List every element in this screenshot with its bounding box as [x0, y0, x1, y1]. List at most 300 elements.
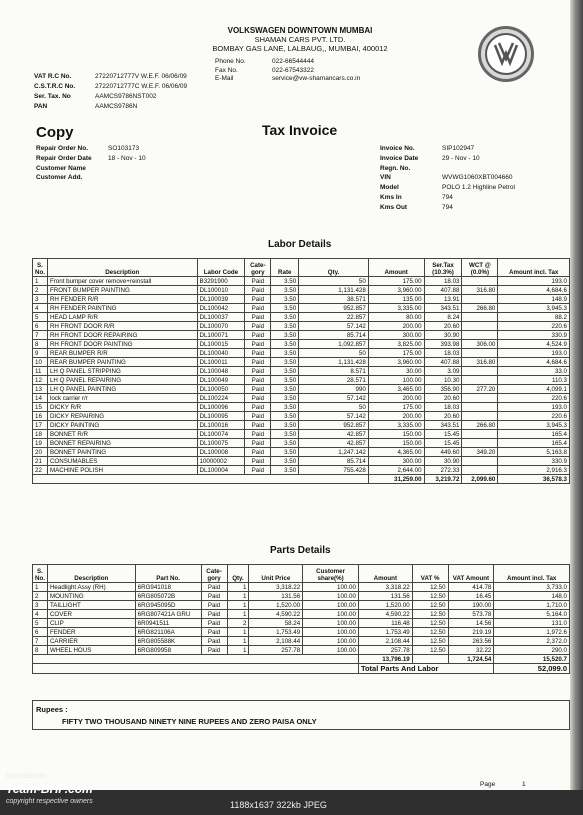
document-title: Tax Invoice: [262, 122, 338, 138]
table-cell: Paid: [245, 403, 271, 412]
table-cell: 343.51: [424, 421, 462, 430]
table-cell: 14.56: [448, 619, 494, 628]
table-cell: 16: [33, 412, 48, 421]
email-label: E-Mail: [215, 75, 234, 82]
fax-value: 022-67543322: [272, 66, 314, 74]
image-info: 1188x1637 322kb JPEG: [230, 800, 327, 810]
table-cell: 3.50: [271, 421, 299, 430]
table-cell: 3,465.00: [368, 385, 424, 394]
table-cell: 12.50: [412, 610, 448, 619]
table-cell: 5: [33, 313, 48, 322]
table-cell: 3.50: [271, 394, 299, 403]
table-cell: 38.571: [299, 295, 369, 304]
table-cell: 193.0: [498, 349, 570, 358]
total-spacer: [412, 655, 448, 664]
table-cell: 5,163.8: [498, 448, 570, 457]
table-cell: 30.00: [368, 367, 424, 376]
table-cell: 2,108.44: [249, 637, 303, 646]
column-header: VAT Amount: [448, 565, 494, 583]
table-cell: 12.50: [412, 583, 448, 592]
table-cell: Paid: [245, 412, 271, 421]
table-cell: DL100016: [197, 421, 245, 430]
table-cell: 6RG941018: [135, 583, 201, 592]
labor-table: [32, 258, 570, 484]
table-cell: 50: [299, 403, 369, 412]
table-cell: 2,108.44: [358, 637, 412, 646]
cst-value: 27220712777C W.E.F. 06/06/09: [95, 83, 188, 90]
table-cell: Paid: [245, 385, 271, 394]
info-value: SO103173: [108, 145, 140, 152]
table-cell: 57.142: [299, 394, 369, 403]
table-cell: 4,365.00: [368, 448, 424, 457]
table-cell: DL100008: [197, 448, 245, 457]
table-row: [33, 313, 570, 322]
table-cell: 32.22: [448, 646, 494, 655]
table-cell: 3,733.0: [494, 583, 570, 592]
table-cell: 3.50: [271, 304, 299, 313]
table-cell: MOUNTING: [47, 592, 135, 601]
table-cell: WHEEL HOUS: [47, 646, 135, 655]
table-row: [33, 331, 570, 340]
info-label: Kms Out: [380, 203, 408, 211]
pan-label: PAN: [34, 103, 48, 110]
table-row: [33, 610, 570, 619]
table-cell: 1,131.428: [299, 286, 369, 295]
table-cell: 6RG805588K: [135, 637, 201, 646]
table-cell: Paid: [245, 349, 271, 358]
table-cell: 30.90: [424, 457, 462, 466]
info-label: Model: [380, 184, 399, 192]
table-cell: 175.00: [368, 403, 424, 412]
table-cell: 3.50: [271, 412, 299, 421]
total-cell: 13,796.19: [358, 655, 412, 664]
table-cell: 6RG807421A GRU: [135, 610, 201, 619]
table-cell: 3.50: [271, 286, 299, 295]
table-cell: 349.20: [462, 448, 498, 457]
table-cell: Paid: [245, 295, 271, 304]
total-cell: 3,219.72: [424, 475, 462, 484]
rupees-label: Rupees :: [36, 705, 68, 714]
column-header: Cate- gory: [245, 259, 271, 277]
table-cell: 3,960.00: [368, 358, 424, 367]
column-header: Amount incl. Tax: [498, 259, 570, 277]
table-cell: 4,590.22: [358, 610, 412, 619]
table-cell: 12.50: [412, 619, 448, 628]
table-cell: DL100050: [197, 385, 245, 394]
table-cell: 3: [33, 295, 48, 304]
table-cell: 110.3: [498, 376, 570, 385]
info-value: 18 - Nov - 10: [108, 154, 146, 162]
table-cell: lock carrier r/r: [47, 394, 197, 403]
vw-logo-icon: [478, 26, 534, 82]
table-cell: Paid: [245, 457, 271, 466]
table-cell: 3,825.00: [368, 340, 424, 349]
table-cell: 20: [33, 448, 48, 457]
table-cell: Paid: [201, 637, 227, 646]
table-cell: Paid: [245, 331, 271, 340]
amount-in-words: FIFTY TWO THOUSAND NINETY NINE RUPEES AND ZERO PAISA ONLY: [62, 717, 317, 726]
table-cell: 21: [33, 457, 48, 466]
table-cell: 3.50: [271, 403, 299, 412]
table-cell: FRONT BUMPER PAINTING: [47, 286, 197, 295]
info-value: 794: [442, 194, 453, 201]
info-label: Kms In: [380, 194, 402, 201]
table-cell: 88.2: [498, 313, 570, 322]
table-cell: 4,684.6: [498, 286, 570, 295]
info-value: 794: [442, 203, 453, 211]
table-cell: 10: [33, 358, 48, 367]
table-cell: 2: [33, 592, 48, 601]
table-cell: 100.00: [303, 601, 359, 610]
table-cell: 100.00: [303, 628, 359, 637]
brand-logo: Team-BHP.com: [6, 782, 93, 796]
table-cell: Paid: [245, 394, 271, 403]
column-header: Unit Price: [249, 565, 303, 583]
table-cell: 6: [33, 628, 48, 637]
table-cell: HEAD LAMP R/R: [47, 313, 197, 322]
column-header: Description: [47, 259, 197, 277]
table-cell: 3.50: [271, 277, 299, 286]
table-row: [33, 457, 570, 466]
table-cell: DL100042: [197, 304, 245, 313]
table-row: [33, 358, 570, 367]
table-cell: 6RG821106A: [135, 628, 201, 637]
table-cell: 1,710.0: [494, 601, 570, 610]
table-cell: 1: [227, 628, 249, 637]
table-cell: 330.9: [498, 331, 570, 340]
table-cell: 100.00: [303, 646, 359, 655]
table-cell: 272.33: [424, 466, 462, 475]
table-cell: 3.50: [271, 349, 299, 358]
table-header-row: [33, 259, 570, 277]
table-cell: 2: [33, 286, 48, 295]
table-cell: LH Q PANEL REPAIRING: [47, 376, 197, 385]
table-cell: 316.80: [462, 358, 498, 367]
table-cell: DL100010: [197, 286, 245, 295]
table-cell: Paid: [245, 322, 271, 331]
column-header: Customer share(%): [303, 565, 359, 583]
table-cell: 3.50: [271, 295, 299, 304]
table-row: [33, 403, 570, 412]
table-cell: 990: [299, 385, 369, 394]
table-cell: Front bumper cover remove+reinstall: [47, 277, 197, 286]
table-row: [33, 412, 570, 421]
table-cell: [462, 403, 498, 412]
table-cell: 3,960.00: [368, 286, 424, 295]
table-cell: 165.4: [498, 439, 570, 448]
table-cell: 22: [33, 466, 48, 475]
table-cell: FENDER: [47, 628, 135, 637]
table-row: [33, 385, 570, 394]
table-row: [33, 430, 570, 439]
dealer-address: BOMBAY GAS LANE, LALBAUG,, MUMBAI, 400012: [212, 44, 388, 53]
table-cell: 277.20: [462, 385, 498, 394]
table-cell: 4: [33, 610, 48, 619]
table-cell: Paid: [201, 583, 227, 592]
table-cell: Paid: [245, 277, 271, 286]
table-cell: Paid: [245, 466, 271, 475]
table-cell: DL100037: [197, 313, 245, 322]
table-cell: 8.24: [424, 313, 462, 322]
table-cell: 952.857: [299, 304, 369, 313]
table-cell: [462, 457, 498, 466]
table-cell: 3.50: [271, 331, 299, 340]
grand-total-row: [33, 664, 570, 674]
column-header: Ser.Tax (10.3%): [424, 259, 462, 277]
table-cell: 330.9: [498, 457, 570, 466]
grand-total-label: Total Parts And Labor: [358, 664, 493, 674]
table-cell: 193.0: [498, 403, 570, 412]
table-cell: 1,131.428: [299, 358, 369, 367]
table-row: [33, 619, 570, 628]
table-cell: 193.0: [498, 277, 570, 286]
table-cell: [462, 295, 498, 304]
table-cell: 755.428: [299, 466, 369, 475]
table-cell: 15.45: [424, 439, 462, 448]
table-cell: 3.09: [424, 367, 462, 376]
labor-section-title: Labor Details: [268, 239, 332, 250]
table-cell: DL100049: [197, 376, 245, 385]
table-cell: 263.56: [448, 637, 494, 646]
table-cell: 100.00: [303, 637, 359, 646]
table-cell: 3,335.00: [368, 304, 424, 313]
table-cell: 9: [33, 349, 48, 358]
contact-labels: [215, 58, 246, 84]
table-cell: Paid: [245, 376, 271, 385]
table-cell: 50: [299, 277, 369, 286]
table-cell: 19: [33, 439, 48, 448]
table-cell: 16.45: [448, 592, 494, 601]
table-row: [33, 628, 570, 637]
table-cell: 42.857: [299, 439, 369, 448]
table-cell: 1,972.6: [494, 628, 570, 637]
table-cell: 13: [33, 385, 48, 394]
table-cell: 18: [33, 430, 48, 439]
table-cell: RH FENDER R/R: [47, 295, 197, 304]
table-cell: [462, 394, 498, 403]
table-cell: 1: [33, 583, 48, 592]
table-cell: 12.50: [412, 628, 448, 637]
table-cell: 100.00: [303, 583, 359, 592]
column-header: WCT @ (0.0%): [462, 259, 498, 277]
table-cell: 3.50: [271, 457, 299, 466]
table-cell: 407.88: [424, 286, 462, 295]
table-cell: 290.0: [494, 646, 570, 655]
table-row: [33, 601, 570, 610]
table-cell: RH FENDER PAINTING: [47, 304, 197, 313]
table-cell: LH Q PANEL STRIPPING: [47, 367, 197, 376]
table-cell: 393.98: [424, 340, 462, 349]
registration-values: [95, 72, 187, 112]
parts-section-title: Parts Details: [270, 545, 331, 556]
table-cell: 6RG805072B: [135, 592, 201, 601]
total-row: [33, 475, 570, 484]
table-cell: B3291900: [197, 277, 245, 286]
table-cell: 20.60: [424, 412, 462, 421]
table-cell: 20.60: [424, 322, 462, 331]
column-header: Rate: [271, 259, 299, 277]
table-cell: REAR BUMPER PAINTING: [47, 358, 197, 367]
table-cell: Paid: [245, 340, 271, 349]
table-cell: CLIP: [47, 619, 135, 628]
table-cell: 22.857: [299, 313, 369, 322]
table-cell: 12: [33, 376, 48, 385]
table-cell: 4,684.6: [498, 358, 570, 367]
table-cell: 952.857: [299, 421, 369, 430]
table-cell: [462, 277, 498, 286]
table-cell: 3,318.22: [358, 583, 412, 592]
table-cell: 135.00: [368, 295, 424, 304]
table-cell: 18.03: [424, 277, 462, 286]
table-cell: 3.50: [271, 367, 299, 376]
info-label: Invoice Date: [380, 154, 419, 162]
column-header: S. No.: [33, 565, 48, 583]
table-cell: 100.00: [368, 376, 424, 385]
table-cell: 190.00: [448, 601, 494, 610]
table-cell: 3.50: [271, 376, 299, 385]
table-cell: Paid: [245, 430, 271, 439]
total-cell: 36,578.3: [498, 475, 570, 484]
table-cell: 257.78: [249, 646, 303, 655]
column-header: Qty.: [227, 565, 249, 583]
table-cell: 80.00: [368, 313, 424, 322]
table-cell: 165.4: [498, 430, 570, 439]
table-cell: 2,644.00: [368, 466, 424, 475]
table-cell: 100.00: [303, 610, 359, 619]
table-cell: 3,335.00: [368, 421, 424, 430]
column-header: Amount: [358, 565, 412, 583]
vat-value: 27220712777V W.E.F. 06/06/09: [95, 73, 187, 80]
table-cell: COVER: [47, 610, 135, 619]
phone-label: Phone No.: [215, 58, 246, 65]
table-cell: 3.50: [271, 385, 299, 394]
table-cell: RH FRONT DOOR PAINTING: [47, 340, 197, 349]
table-cell: 13.91: [424, 295, 462, 304]
table-cell: DICKY R/R: [47, 403, 197, 412]
table-cell: 100.00: [303, 619, 359, 628]
table-cell: 8.571: [299, 367, 369, 376]
table-row: [33, 439, 570, 448]
table-row: [33, 304, 570, 313]
service-tax-label: Ser. Tax. No: [34, 93, 71, 100]
table-row: [33, 421, 570, 430]
table-cell: 1: [227, 592, 249, 601]
service-tax-value: AAMCS9786NST002: [95, 93, 157, 100]
table-cell: DICKY REPAIRING: [47, 412, 197, 421]
table-cell: 4,099.1: [498, 385, 570, 394]
table-cell: 8: [33, 340, 48, 349]
table-cell: Headlight Assy (RH): [47, 583, 135, 592]
table-row: [33, 295, 570, 304]
info-label: VIN: [380, 174, 391, 182]
table-cell: 7: [33, 637, 48, 646]
table-cell: 10000002: [197, 457, 245, 466]
copy-label: Copy: [36, 124, 74, 141]
table-cell: 175.00: [368, 277, 424, 286]
table-cell: 1: [227, 637, 249, 646]
table-cell: 11: [33, 367, 48, 376]
table-cell: [462, 412, 498, 421]
table-cell: 2,372.0: [494, 637, 570, 646]
info-value: WVWG1060XBT004660: [442, 174, 513, 182]
table-cell: 28.571: [299, 376, 369, 385]
table-cell: 3.50: [271, 448, 299, 457]
table-row: [33, 340, 570, 349]
table-cell: 3.50: [271, 313, 299, 322]
table-cell: 407.88: [424, 358, 462, 367]
table-cell: Paid: [245, 448, 271, 457]
table-cell: 8: [33, 646, 48, 655]
brand-copyright: copyright respective owners: [6, 798, 93, 805]
table-cell: RH FRONT DOOR REPAIRING: [47, 331, 197, 340]
table-cell: 316.80: [462, 286, 498, 295]
table-cell: DL100075: [197, 439, 245, 448]
table-cell: 6R0941511: [135, 619, 201, 628]
table-cell: 220.6: [498, 322, 570, 331]
table-cell: 57.142: [299, 322, 369, 331]
info-label: Repair Order No.: [36, 145, 89, 152]
column-header: Part No.: [135, 565, 201, 583]
total-spacer: [33, 475, 369, 484]
table-row: [33, 466, 570, 475]
total-spacer: [33, 664, 359, 674]
table-cell: 18.03: [424, 349, 462, 358]
table-cell: 3.50: [271, 466, 299, 475]
table-cell: 15: [33, 403, 48, 412]
table-cell: 200.00: [368, 394, 424, 403]
table-cell: 257.78: [358, 646, 412, 655]
info-label: Repair Order Date: [36, 154, 92, 162]
table-cell: 6RG945095D: [135, 601, 201, 610]
info-value: SIP102947: [442, 145, 475, 152]
column-header: Labor Code: [197, 259, 245, 277]
table-cell: 85.714: [299, 331, 369, 340]
table-cell: [462, 439, 498, 448]
table-row: [33, 367, 570, 376]
table-cell: 18.03: [424, 403, 462, 412]
table-cell: RH FRONT DOOR R/R: [47, 322, 197, 331]
table-row: [33, 637, 570, 646]
total-cell: 1,724.54: [448, 655, 494, 664]
table-cell: 2: [227, 619, 249, 628]
table-cell: Paid: [201, 610, 227, 619]
table-cell: 300.00: [368, 457, 424, 466]
table-cell: 148.9: [498, 295, 570, 304]
table-cell: Paid: [245, 286, 271, 295]
column-header: Amount: [368, 259, 424, 277]
table-cell: BONNET PAINTING: [47, 448, 197, 457]
fax-label: Fax No.: [215, 66, 238, 74]
table-cell: [462, 349, 498, 358]
column-header: Amount incl. Tax: [494, 565, 570, 583]
table-cell: 449.60: [424, 448, 462, 457]
table-cell: Paid: [245, 358, 271, 367]
table-cell: CARRIER: [47, 637, 135, 646]
table-cell: DL100070: [197, 322, 245, 331]
info-label: Customer Add.: [36, 174, 83, 182]
table-row: [33, 646, 570, 655]
table-cell: [462, 430, 498, 439]
table-cell: DL100071: [197, 331, 245, 340]
table-row: [33, 448, 570, 457]
table-cell: 3.50: [271, 340, 299, 349]
column-header: S. No.: [33, 259, 48, 277]
dealer-company: SHAMAN CARS PVT. LTD.: [254, 35, 346, 44]
table-cell: 12.50: [412, 646, 448, 655]
table-cell: 1,092.857: [299, 340, 369, 349]
table-cell: 3,945.3: [498, 304, 570, 313]
table-cell: 17: [33, 421, 48, 430]
